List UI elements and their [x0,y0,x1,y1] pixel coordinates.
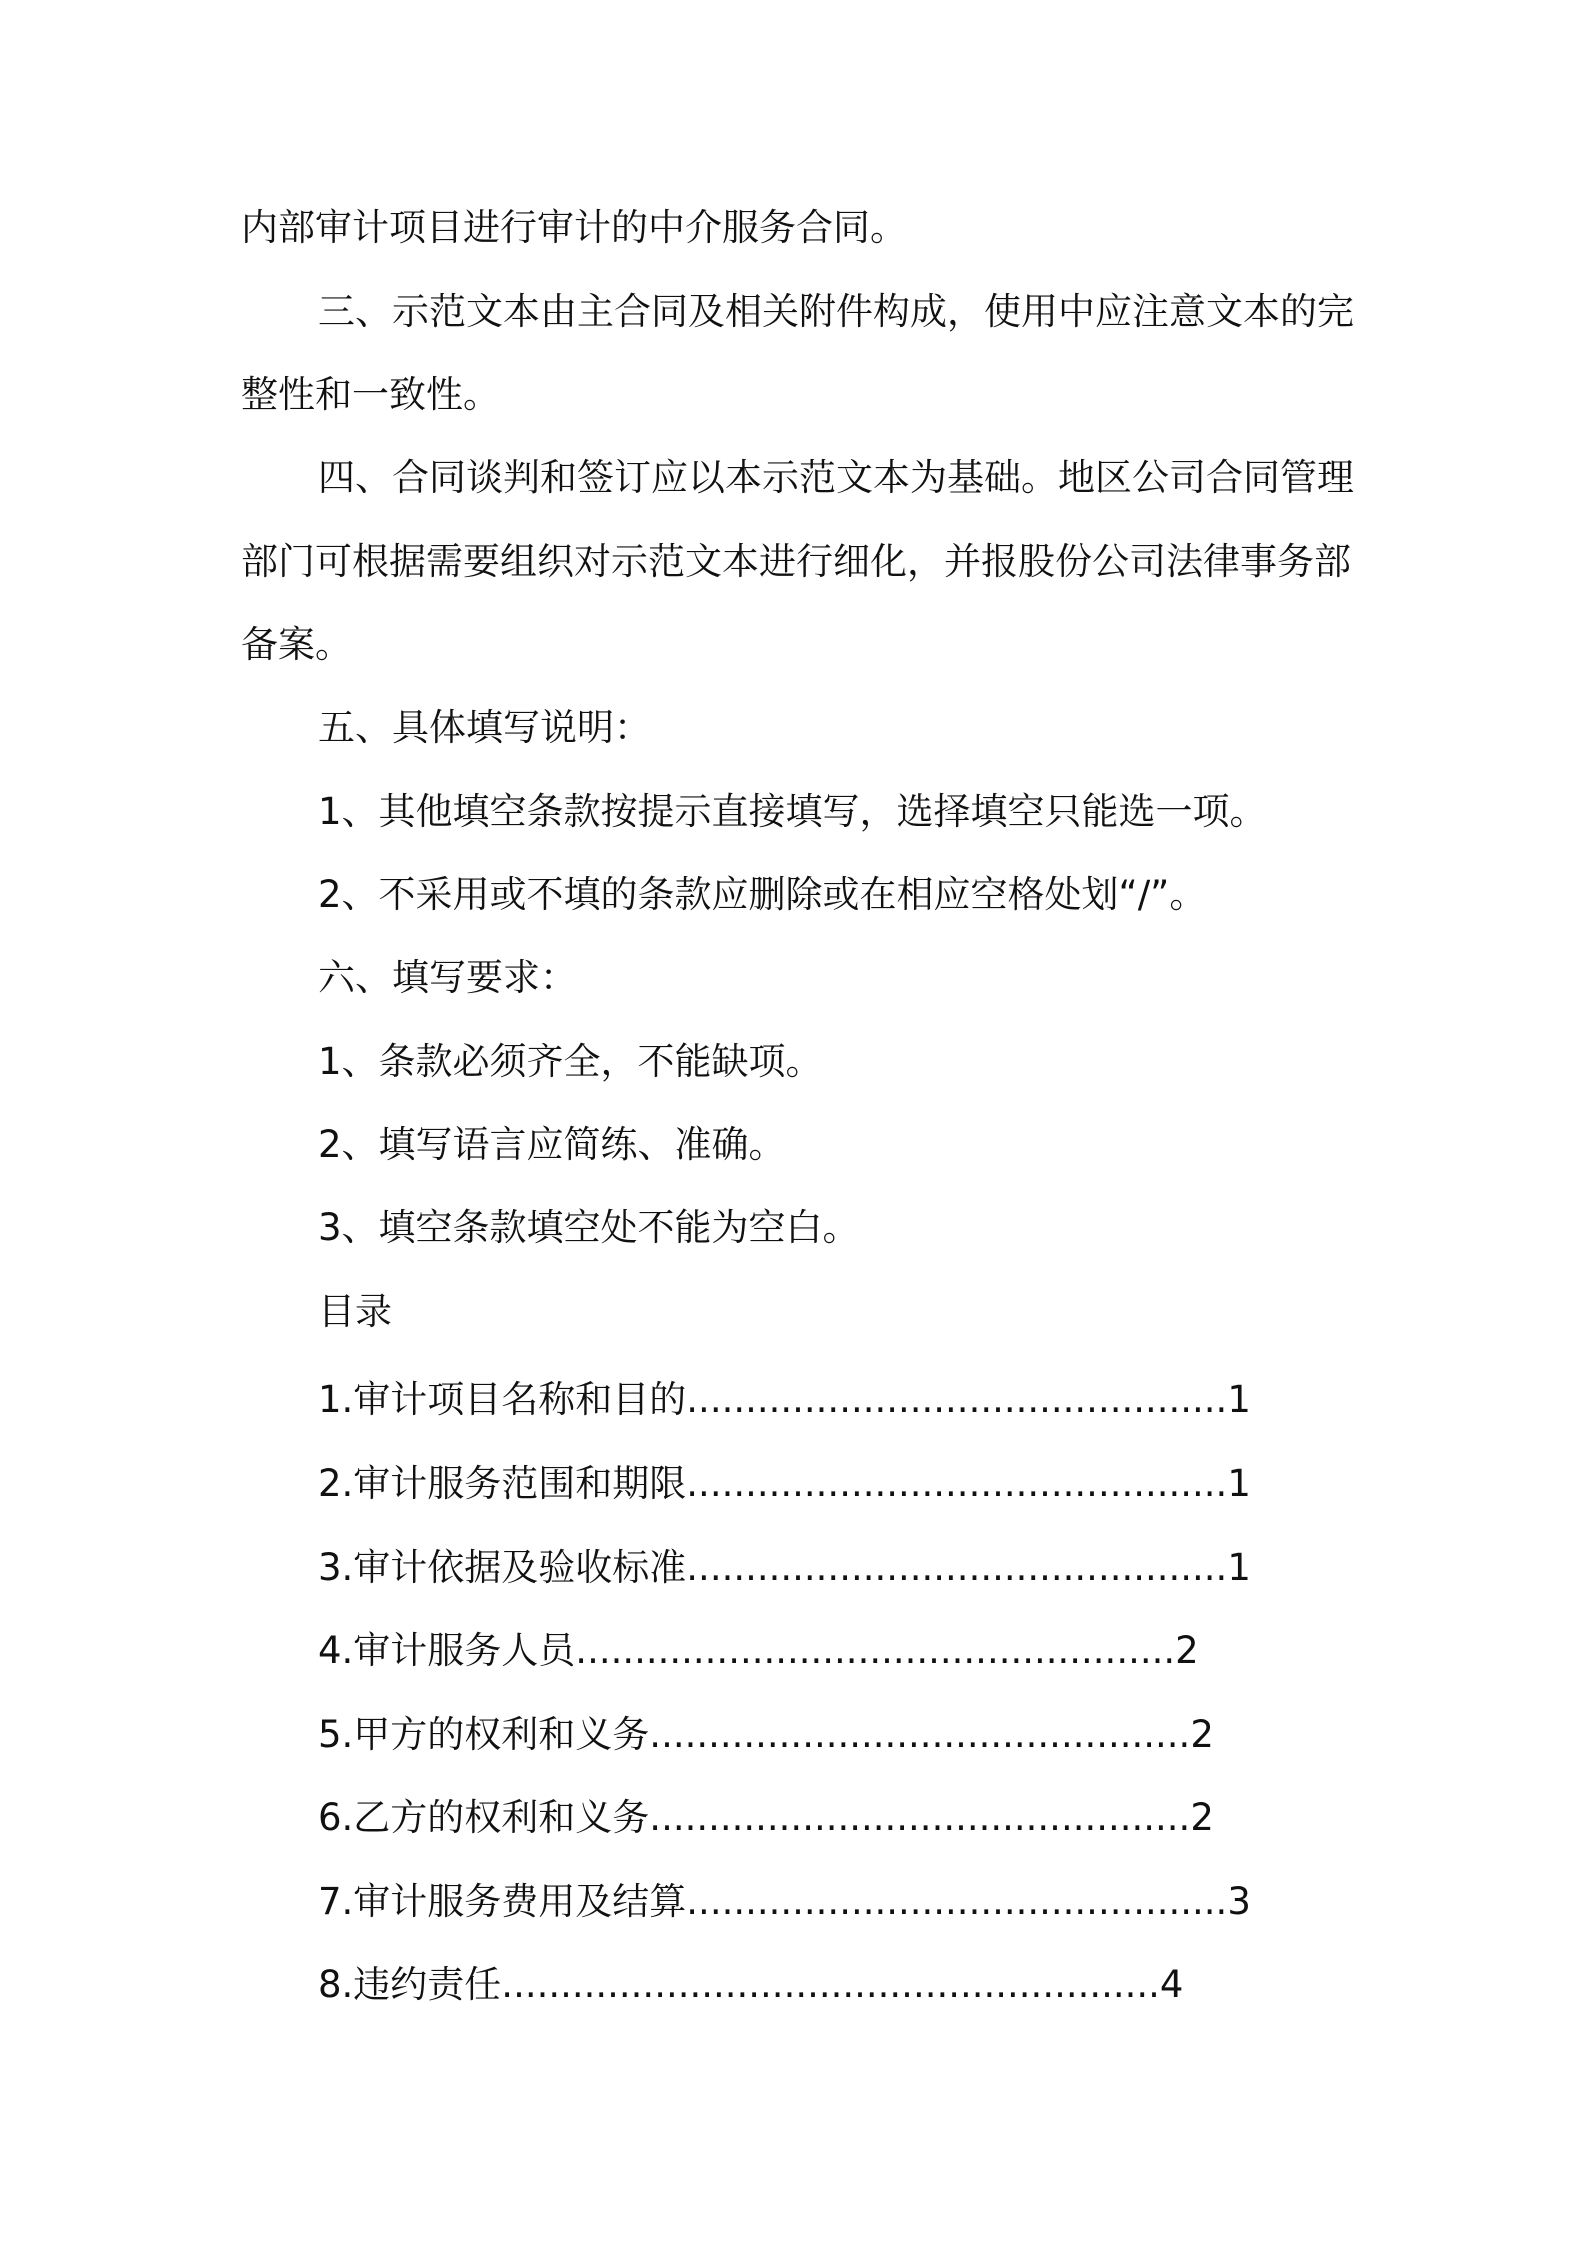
section-5-title: 五、具体填写说明： [318,706,651,749]
toc-entry-2: 2.审计服务范围和期限..............................................1 [318,1462,1251,1505]
section-6-item-2: 2、填写语言应简练、准确。 [318,1123,786,1166]
paragraph-2-end: 内部审计项目进行审计的中介服务合同。 [241,206,907,249]
paragraph-3-line-1: 三、示范文本由主合同及相关附件构成，使用中应注意文本的完 [318,290,1354,333]
toc-entry-7: 7.审计服务费用及结算..............................................3 [318,1880,1251,1923]
paragraph-4-line-1: 四、合同谈判和签订应以本示范文本为基础。地区公司合同管理 [318,456,1354,499]
section-6-title: 六、填写要求： [318,956,577,999]
paragraph-4-line-2: 部门可根据需要组织对示范文本进行细化，并报股份公司法律事务部 [241,540,1351,583]
paragraph-3-line-2: 整性和一致性。 [241,373,500,416]
toc-entry-6: 6.乙方的权利和义务..............................................2 [318,1796,1214,1839]
section-5-item-2: 2、不采用或不填的条款应删除或在相应空格处划“/”。 [318,873,1207,916]
toc-entry-3: 3.审计依据及验收标准..............................................1 [318,1546,1251,1589]
paragraph-4-line-3: 备案。 [241,623,352,666]
section-5-item-1: 1、其他填空条款按提示直接填写，选择填空只能选一项。 [318,790,1267,833]
toc-entry-4: 4.审计服务人员...................................................2 [318,1629,1199,1672]
toc-entry-1: 1.审计项目名称和目的..............................................1 [318,1378,1251,1421]
toc-entry-8: 8.违约责任........................................................4 [318,1963,1184,2006]
toc-entry-5: 5.甲方的权利和义务..............................................2 [318,1713,1214,1756]
section-6-item-3: 3、填空条款填空处不能为空白。 [318,1206,860,1249]
section-6-item-1: 1、条款必须齐全，不能缺项。 [318,1040,823,1083]
toc-title: 目录 [318,1290,392,1333]
